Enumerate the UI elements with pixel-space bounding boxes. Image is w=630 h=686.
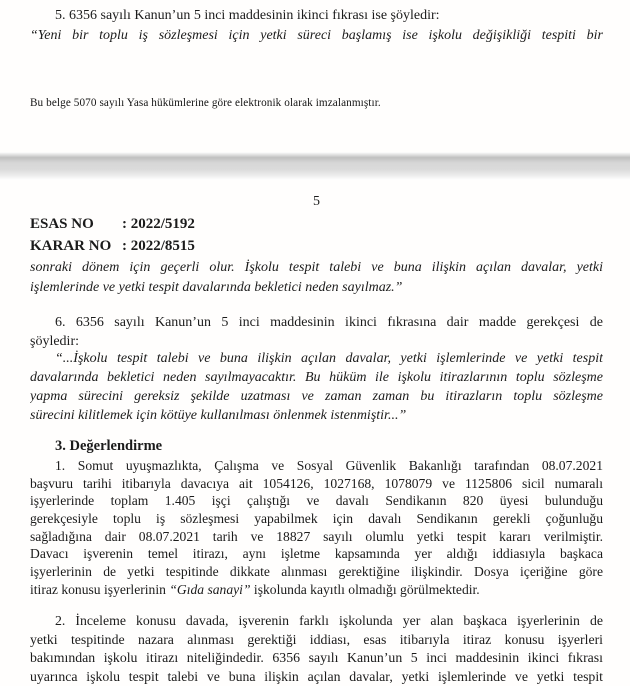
karar-no-label: KARAR NO bbox=[30, 238, 112, 254]
text-line: işyerlerinde toplam 1.405 işçi çalıştığı ve davalı Sendikanın 820 üyesi bulunduğu bbox=[30, 493, 603, 509]
text-line: sonraki dönem için geçerli olur. İşkolu tespit talebi ve buna ilişkin açılan davalar, yetki bbox=[30, 260, 603, 275]
esas-no-row bbox=[30, 213, 603, 235]
esas-no-label: ESAS NO bbox=[30, 216, 94, 232]
section-heading-degerlendirme: 3. Değerlendirme bbox=[55, 438, 163, 454]
page-separator bbox=[0, 152, 630, 180]
text-line: 1. Somut uyuşmazlıkta, Çalışma ve Sosyal Güvenlik Bakanlığı tarafından 08.07.2021 bbox=[55, 458, 603, 473]
case-number-block bbox=[30, 213, 603, 257]
text-line: yetki tespitinde nazara alınması gerektiği iddiası, esas itibarıyla itiraz konusu işyerleri bbox=[30, 631, 603, 647]
text-line: 5. 6356 sayılı Kanun’un 5 inci maddesinin ikinci fıkrası ise şöyledir: bbox=[55, 8, 440, 23]
text-line: yapma sürecini gereksiz şekilde uzatması ve zaman zaman bu itirazların toplu sözleşme bbox=[30, 389, 603, 404]
text-line: “Yeni bir toplu iş sözleşmesi için yetki süreci başlamış ise işkolu değişikliği tespiti bir bbox=[30, 28, 603, 43]
text-line: bakımından işkolu itirazı niteliğindedir. 6356 sayılı Kanun’un 5 inci maddesinin ikinci fıkrası bbox=[30, 650, 603, 666]
text-line bbox=[30, 581, 603, 599]
text-line: Davacı işverenin temel itirazı, aynı işletme kapsamında yer aldığı iddiasıyla başkaca bbox=[30, 546, 603, 562]
text-line: gerekçesiyle toplu iş sözleşmesi yapabilmek için davalı Sendikanın gerekli çoğunluğu bbox=[30, 511, 603, 527]
emphasized-phrase: “Gıda sanayi” bbox=[169, 581, 251, 597]
e-signature-note: Bu belge 5070 sayılı Yasa hükümlerine göre elektronik olarak imzalanmıştır. bbox=[30, 97, 381, 109]
paragraph-item6 bbox=[30, 313, 603, 351]
text-line: şöyledir: bbox=[30, 334, 79, 349]
esas-no-value: : 2022/5192 bbox=[122, 216, 195, 232]
text-line: sağladığına dair 08.07.2021 tarih ve 18827 sayılı olumlu yetki tespit kararı verilmiştir. bbox=[30, 528, 603, 544]
text-line: davalarında bekletici neden sayılmayacaktır. Bu hüküm ile işkolu itirazlarının toplu sözleşme bbox=[30, 370, 603, 385]
paragraph-law-article5-quote bbox=[30, 6, 603, 46]
page-previous-partial bbox=[0, 0, 630, 152]
karar-no-value: : 2022/8515 bbox=[122, 238, 195, 254]
text-line: 6. 6356 sayılı Kanun’un 5 inci maddesinin ikinci fıkrasına dair madde gerekçesi de bbox=[55, 315, 603, 330]
karar-no-row bbox=[30, 235, 603, 257]
text-line: başvuru tarihi itibarıyla davacıya ait 1054126, 1027168, 1078079 ve 1125806 sicil numaralı bbox=[30, 475, 603, 491]
text-line: 2. İnceleme konusu davada, işverenin farklı işkolunda yer alan başkaca işyerlerinin de bbox=[55, 613, 603, 628]
text-line: uyarınca işkolu tespit talebi ve buna ilişkin açılan davalar, yetki işlemlerinde ve yetki tespit bbox=[30, 668, 603, 684]
text-line: “...İşkolu tespit talebi ve buna ilişkin açılan davalar, yetki işlemlerinde ve yetki tespit bbox=[55, 351, 603, 366]
text-line: işyerlerinin de yetki tespitinde dikkate alınması gerektiğine ilişkindir. Dosya içeriğine göre bbox=[30, 564, 603, 580]
paragraph-rationale-quote bbox=[30, 349, 603, 425]
text-line: sürecini kilitlemek için kötüye kullanılması önlenmek istenmiştir...” bbox=[30, 408, 407, 423]
paragraph-assessment-1 bbox=[30, 457, 603, 599]
text-segment: itiraz konusu işyerlerinin bbox=[30, 581, 170, 597]
paragraph-assessment-2 bbox=[30, 612, 603, 686]
text-line: işlemlerinde ve yetki tespit davalarında bekletici neden sayılmaz.” bbox=[30, 280, 403, 295]
page-number: 5 bbox=[313, 194, 320, 209]
text-segment: işkolunda kayıtlı olmadığı görülmektedir. bbox=[250, 581, 480, 597]
paragraph-quote-continuation bbox=[30, 258, 603, 298]
